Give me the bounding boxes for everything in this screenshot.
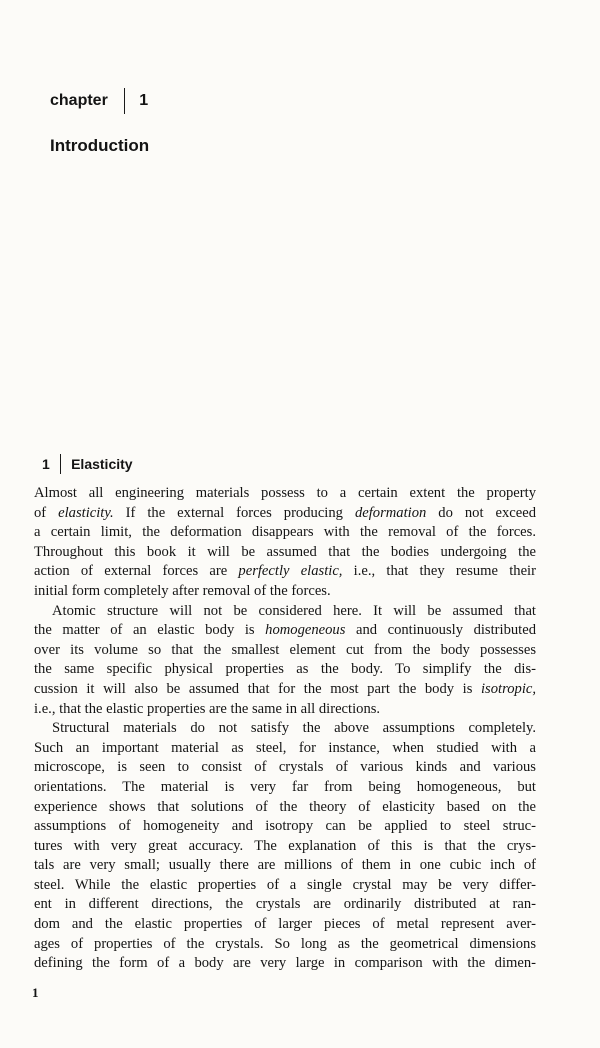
text-line: action of external forces are perfectly elastic, i.e., that they resume their — [34, 563, 536, 580]
text-line: Structural materials do not satisfy the above assumptions completely. — [52, 720, 536, 737]
text-line: assumptions of homogeneity and isotropy can be applied to steel struc- — [34, 818, 536, 835]
text-line: dom and the elastic properties of larger pieces of metal represent aver- — [34, 916, 536, 933]
text-line: a certain limit, the deformation disappears with the removal of the forces. — [34, 524, 536, 541]
text-line: Throughout this book it will be assumed that the bodies undergoing the — [34, 543, 536, 560]
chapter-divider — [124, 88, 126, 114]
text-line: microscope, is seen to consist of crystals of various kinds and various — [34, 759, 536, 776]
text-line: the same specific physical properties as the body. To simplify the dis- — [34, 661, 536, 678]
section-number: 1 — [42, 456, 50, 472]
chapter-title: Introduction — [50, 136, 150, 155]
chapter-heading — [50, 88, 148, 114]
text-line: Almost all engineering materials possess to a certain extent the property — [34, 485, 536, 501]
text-line: of elasticity. If the external forces producing deformation do not exceed — [34, 504, 536, 521]
text-line: cussion it will also be assumed that for the most part the body is isotropic, — [34, 680, 536, 697]
text-line: tals are very small; usually there are millions of them in one cubic inch of — [34, 857, 536, 874]
text-line: steel. While the elastic properties of a single crystal may be very differ- — [34, 876, 536, 893]
text-line: the matter of an elastic body is homogeneous and continuously distributed — [34, 622, 536, 639]
text-line: Such an important material as steel, for instance, when studied with a — [34, 739, 536, 756]
text-line: over its volume so that the smallest element cut from the body possesses — [34, 641, 536, 658]
text-line: ages of properties of the crystals. So long as the geometrical dimensions — [34, 935, 536, 952]
text-line: experience shows that solutions of the theory of elasticity based on the — [34, 798, 536, 815]
chapter-label: chapter — [50, 92, 108, 109]
section-divider — [60, 454, 61, 474]
text-line: orientations. The material is very far from being homogeneous, but — [34, 778, 536, 795]
text-line: tures with very great accuracy. The explanation of this is that the crys- — [34, 837, 536, 854]
text-line: Atomic structure will not be considered here. It will be assumed that — [52, 602, 536, 619]
section-heading — [42, 454, 133, 474]
body-text — [34, 484, 536, 974]
section-title: Elasticity — [71, 456, 133, 472]
text-line: i.e., that the elastic properties are the same in all directions. — [34, 700, 381, 717]
page-number: 1 — [32, 985, 39, 1000]
chapter-number: 1 — [139, 92, 149, 109]
text-line: initial form completely after removal of the forces. — [34, 582, 331, 599]
text-line: defining the form of a body are very large in comparison with the dimen- — [34, 955, 536, 972]
text-line: ent in different directions, the crystals are ordinarily distributed at ran- — [34, 896, 536, 913]
